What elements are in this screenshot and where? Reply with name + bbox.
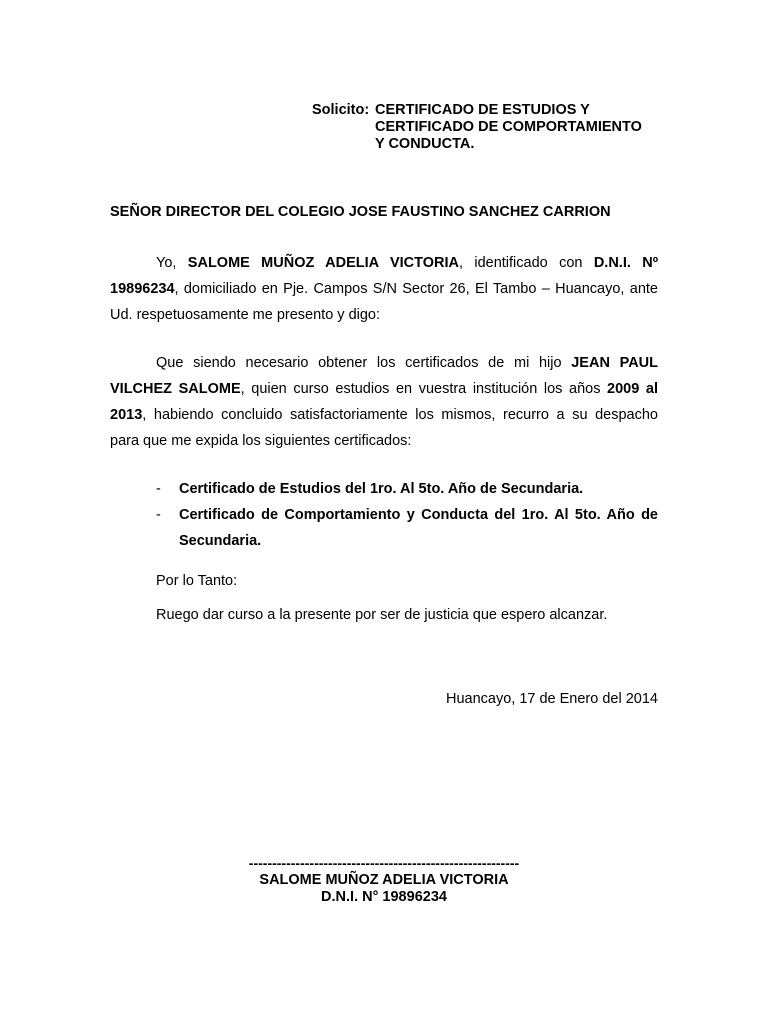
list-item xyxy=(110,502,658,554)
subject-line: Y CONDUCTA. xyxy=(375,136,475,152)
place-date: Huancayo, 17 de Enero del 2014 xyxy=(445,691,658,707)
bullet-dash: - xyxy=(156,507,161,523)
text-run: , identificado con xyxy=(458,255,594,271)
applicant-dni: D.N.I. Nº 19896234 xyxy=(110,255,658,297)
subject-line: CERTIFICADO DE ESTUDIOS Y xyxy=(375,102,590,118)
text-run: , habiendo concluido satisfactoriamente los mismos, recurro a su despacho para que me expida los siguientes certificados: xyxy=(110,407,658,449)
certificate-list xyxy=(110,476,658,554)
closing-request: Ruego dar curso a la presente por ser de justicia que espero alcanzar. xyxy=(156,607,608,623)
text-run: , domiciliado en Pje. Campos S/N Sector 26, El Tambo – Huancayo, ante Ud. respetuosamente me presento y digo: xyxy=(110,281,658,323)
list-item xyxy=(110,476,658,502)
request-paragraph xyxy=(110,350,658,454)
addressee: SEÑOR DIRECTOR DEL COLEGIO JOSE FAUSTINO SANCHEZ CARRION xyxy=(110,204,611,220)
subject-label: Solicito: xyxy=(312,102,370,118)
signature-line: ---------------------------------------------------------- xyxy=(248,855,520,871)
signer-dni: D.N.I. N° 19896234 xyxy=(321,889,447,905)
applicant-name: SALOME MUÑOZ ADELIA VICTORIA xyxy=(187,255,459,271)
certificate-item: Certificado de Comportamiento y Conducta del 1ro. Al 5to. Año de Secundaria. xyxy=(179,507,658,549)
subject-text xyxy=(375,102,675,153)
text-run: , quien curso estudios en vuestra institución los años xyxy=(240,381,608,397)
text-run: Yo, xyxy=(156,255,188,271)
intro-paragraph xyxy=(110,250,658,328)
text-run: Que siendo necesario obtener los certificados de mi hijo xyxy=(156,355,572,371)
child-name: JEAN PAUL VILCHEZ SALOME xyxy=(110,355,658,397)
signer-name: SALOME MUÑOZ ADELIA VICTORIA xyxy=(259,872,509,888)
certificate-item: Certificado de Estudios del 1ro. Al 5to. Año de Secundaria. xyxy=(179,481,584,497)
closing-phrase: Por lo Tanto: xyxy=(156,573,238,589)
study-years: 2009 al 2013 xyxy=(110,381,658,423)
bullet-dash: - xyxy=(156,481,161,497)
subject-line: CERTIFICADO DE COMPORTAMIENTO xyxy=(375,119,642,135)
signature-block xyxy=(0,855,768,906)
